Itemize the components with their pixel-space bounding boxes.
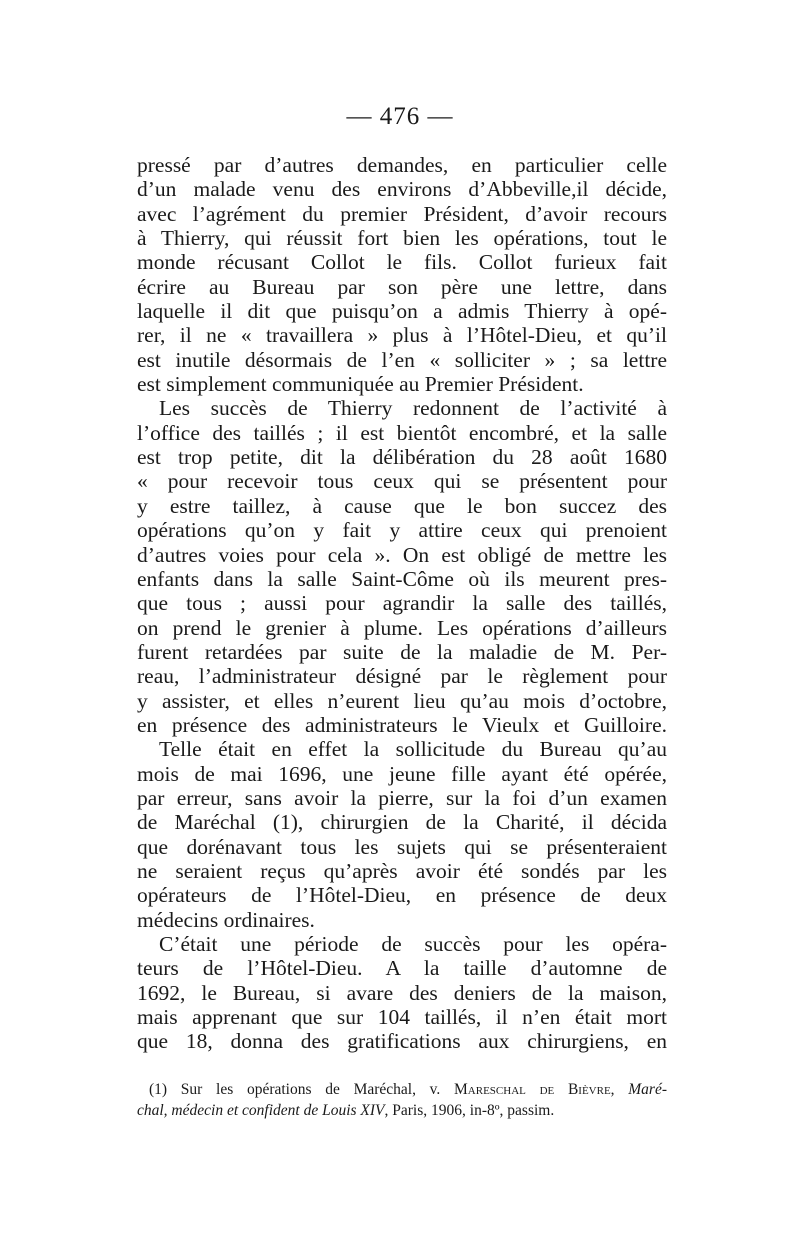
footnote-text: , Paris, 1906, in-8º, passim. (384, 1102, 555, 1119)
text-line: mois de mai 1696, une jeune fille ayant été opérée, (137, 761, 667, 786)
footnote-work-title: Maré- (628, 1081, 668, 1098)
text-line: est trop petite, dit la délibération du 28 août 1680 (137, 445, 667, 470)
text-line: monde récusant Collot le fils. Collot furieux fait (137, 250, 667, 275)
text-line: d’un malade venu des environs d’Abbeville,il décide, (137, 177, 667, 202)
paragraph-start-line: Telle était en effet la sollicitude du Bureau qu’au (159, 737, 667, 762)
text-line: d’autres voies pour cela ». On est obligé de mettre les (137, 542, 667, 567)
text-line: « pour recevoir tous ceux qui se présentent pour (137, 469, 667, 494)
text-line: avec l’agrément du premier Président, d’avoir recours (137, 201, 667, 226)
text-line: ne seraient reçus qu’après avoir été sondés par les (137, 858, 667, 883)
footnote-separator: , (610, 1081, 629, 1098)
text-line: écrire au Bureau par son père une lettre, dans (137, 274, 667, 299)
text-line: que tous ; aussi pour agrandir la salle des taillés, (137, 591, 667, 616)
paragraph-start-line: Les succès de Thierry redonnent de l’activité à (159, 396, 667, 421)
footnote-text: (1) Sur les opérations de Maréchal, v. (149, 1081, 455, 1098)
text-line: par erreur, sans avoir la pierre, sur la foi d’un examen (137, 785, 667, 810)
text-line: est simplement communiquée au Premier Président. (137, 372, 584, 397)
text-line: enfants dans la salle Saint-Côme où ils meurent pres- (137, 566, 667, 591)
page-number: — 476 — (346, 103, 454, 130)
text-line: pressé par d’autres demandes, en particulier celle (137, 153, 667, 177)
text-line: y assister, et elles n’eurent lieu qu’au mois d’octobre, (137, 688, 667, 713)
text-line: 1692, le Bureau, si avare des deniers de la maison, (137, 980, 667, 1005)
text-line: l’office des taillés ; il est bientôt encombré, et la salle (137, 420, 667, 445)
text-line: rer, il ne « travaillera » plus à l’Hôtel-Dieu, et qu’il (137, 323, 667, 348)
text-line: opérations qu’on y fait y attire ceux qui prenoient (137, 518, 667, 543)
text-line: teurs de l’Hôtel-Dieu. A la taille d’automne de (137, 956, 667, 981)
text-line: opérateurs de l’Hôtel-Dieu, en présence de deux (137, 883, 667, 908)
footnote-author: Mareschal de Bièvre (454, 1081, 611, 1098)
footnote-line (137, 1079, 667, 1100)
text-line: que 18, donna des gratifications aux chirurgiens, en (137, 1029, 667, 1054)
text-line: y estre taillez, à cause que le bon succez des (137, 493, 667, 518)
footnote (137, 1079, 667, 1121)
text-line: est inutile désormais de l’en « solliciter » ; sa lettre (137, 347, 667, 372)
text-line: que dorénavant tous les sujets qui se présenteraient (137, 834, 667, 859)
text-line: en présence des administrateurs le Vieulx et Guilloire. (137, 712, 667, 737)
body-text (137, 153, 667, 1054)
text-line: furent retardées par suite de la maladie de M. Per- (137, 639, 667, 664)
footnote-work-title: chal, médecin et confident de Louis XIV (137, 1102, 385, 1119)
text-line: médecins ordinaires. (137, 907, 315, 932)
footnote-line (137, 1100, 667, 1121)
text-line: laquelle il dit que puisqu’on a admis Thierry à opé- (137, 299, 667, 324)
text-line: mais apprenant que sur 104 taillés, il n’en était mort (137, 1005, 667, 1030)
text-line: à Thierry, qui réussit fort bien les opérations, tout le (137, 226, 667, 251)
text-line: de Maréchal (1), chirurgien de la Charité, il décida (137, 810, 667, 835)
paragraph-start-line: C’était une période de succès pour les opéra- (159, 932, 667, 956)
text-line: reau, l’administrateur désigné par le règlement pour (137, 664, 667, 689)
text-line: on prend le grenier à plume. Les opérations d’ailleurs (137, 615, 667, 640)
